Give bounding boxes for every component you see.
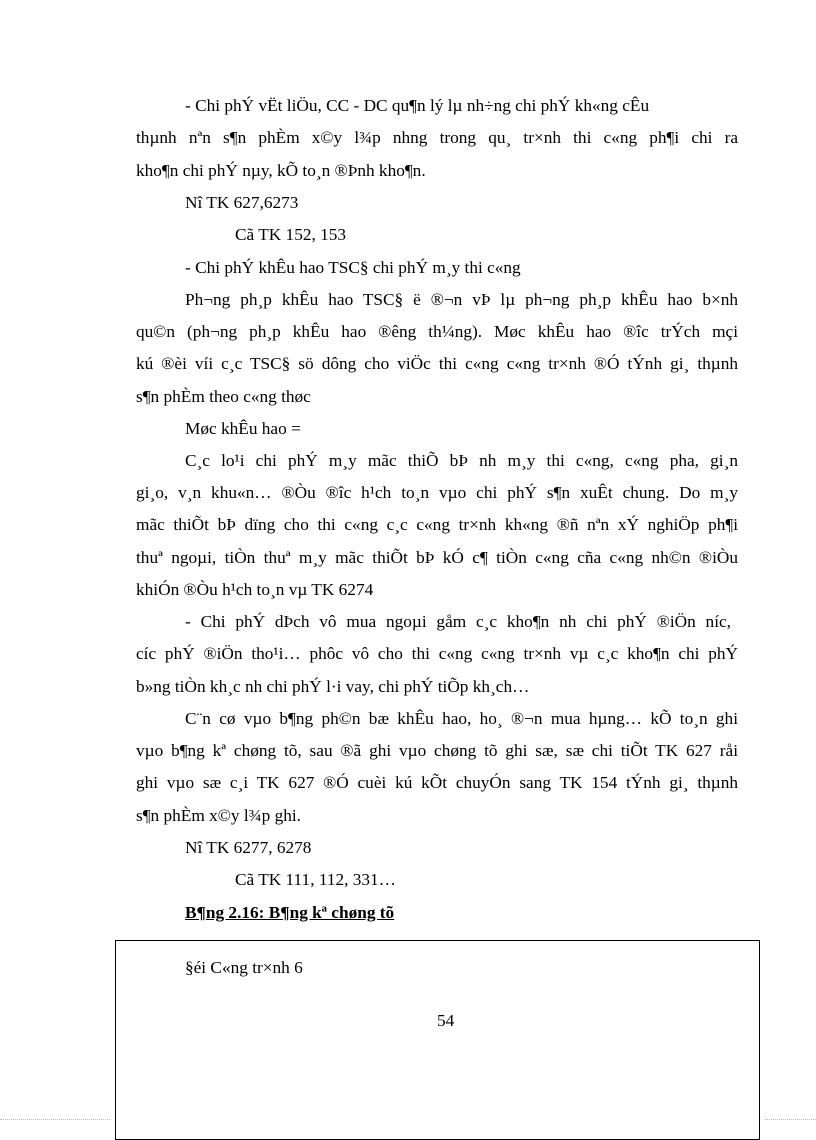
table-box xyxy=(115,940,760,1140)
accounting-entry-debit: Nî TK 627,6273 xyxy=(185,193,299,212)
accounting-entry-debit: Nî TK 6277, 6278 xyxy=(185,838,312,857)
paragraph-line: - Chi phÝ dÞch vô mua ngoµi gåm c¸c kho¶n nh chi phÝ ®iÖn níc, xyxy=(185,612,731,631)
paragraph-line: Ph¬ng ph¸p khÊu hao TSC§ ë ®¬n vÞ lµ ph¬ng ph¸p khÊu hao b×nh xyxy=(185,290,738,309)
paragraph-line: b»ng tiÒn kh¸c nh chi phÝ l·i vay, chi phÝ tiÕp kh¸ch… xyxy=(136,677,530,696)
paragraph-line: C¨n cø vµo b¶ng ph©n bæ khÊu hao, ho¸ ®¬n mua hµng… kÕ to¸n ghi xyxy=(185,709,738,728)
paragraph-line: vµo b¶ng kª chøng tõ, sau ®ã ghi vµo chøng tõ ghi sæ, sæ chi tiÕt TK 627 råi xyxy=(136,741,738,760)
paragraph-line: kú ®èi víi c¸c TSC§ sö dông cho viÖc thi c«ng c«ng tr×nh ®Ó tÝnh gi¸ thµnh xyxy=(136,354,738,373)
paragraph-line: cíc phÝ ®iÖn tho¹i… phôc vô cho thi c«ng c«ng tr×nh vµ c¸c kho¶n chi phÝ xyxy=(136,644,738,663)
page-edge-divider xyxy=(765,1119,816,1121)
paragraph-line: thuª ngoµi, tiÒn thuª m¸y mãc thiÕt bÞ kÓ c¶ tiÒn c«ng cña c«ng nh©n ®iÒu xyxy=(136,548,738,567)
formula-label: Møc khÊu hao = xyxy=(185,419,301,438)
paragraph-line: C¸c lo¹i chi phÝ m¸y mãc thiÕ bÞ nh m¸y thi c«ng, c«ng pha, gi¸n xyxy=(185,451,738,470)
table-first-line: §éi C«ng tr×nh 6 xyxy=(185,958,303,977)
page-edge-divider xyxy=(0,1119,110,1121)
paragraph-line: - Chi phÝ khÊu hao TSC§ chi phÝ m¸y thi c«ng xyxy=(185,258,521,277)
paragraph-line: ghi vµo sæ c¸i TK 627 ®Ó cuèi kú kÕt chuyÓn sang TK 154 tÝnh gi¸ thµnh xyxy=(136,773,738,792)
paragraph-line: kho¶n chi phÝ nµy, kÕ to¸n ®Þnh kho¶n. xyxy=(136,161,426,180)
paragraph-line: qu©n (ph¬ng ph¸p khÊu hao ®êng th¼ng). Møc khÊu hao ®îc trÝch mçi xyxy=(136,322,738,341)
paragraph-line: mãc thiÕt bÞ dïng cho thi c«ng c¸c c«ng tr×nh kh«ng ®ñ nªn xÝ nghiÖp ph¶i xyxy=(136,515,738,534)
accounting-entry-credit: Cã TK 152, 153 xyxy=(235,225,347,244)
accounting-entry-credit: Cã TK 111, 112, 331… xyxy=(235,870,396,889)
paragraph-line: khiÓn ®Òu h¹ch to¸n vµ TK 6274 xyxy=(136,580,374,599)
paragraph-line: - Chi phÝ vËt liÖu, CC - DC qu¶n lý lµ nh÷ng chi phÝ kh«ng cÊu xyxy=(185,96,650,115)
page-number: 54 xyxy=(437,1011,455,1030)
table-heading: B¶ng 2.16: B¶ng kª chøng tõ xyxy=(185,903,395,922)
paragraph-line: s¶n phÈm x©y l¾p ghi. xyxy=(136,806,301,825)
paragraph-line: gi¸o, v¸n khu«n… ®Òu ®îc h¹ch to¸n vµo chi phÝ s¶n xuÊt chung. Do m¸y xyxy=(136,483,738,502)
paragraph-line: s¶n phÈm theo c«ng thøc xyxy=(136,387,311,406)
paragraph-line: thµnh nªn s¶n phÈm x©y l¾p nhng trong qu¸ tr×nh thi c«ng ph¶i chi ra xyxy=(136,128,738,147)
